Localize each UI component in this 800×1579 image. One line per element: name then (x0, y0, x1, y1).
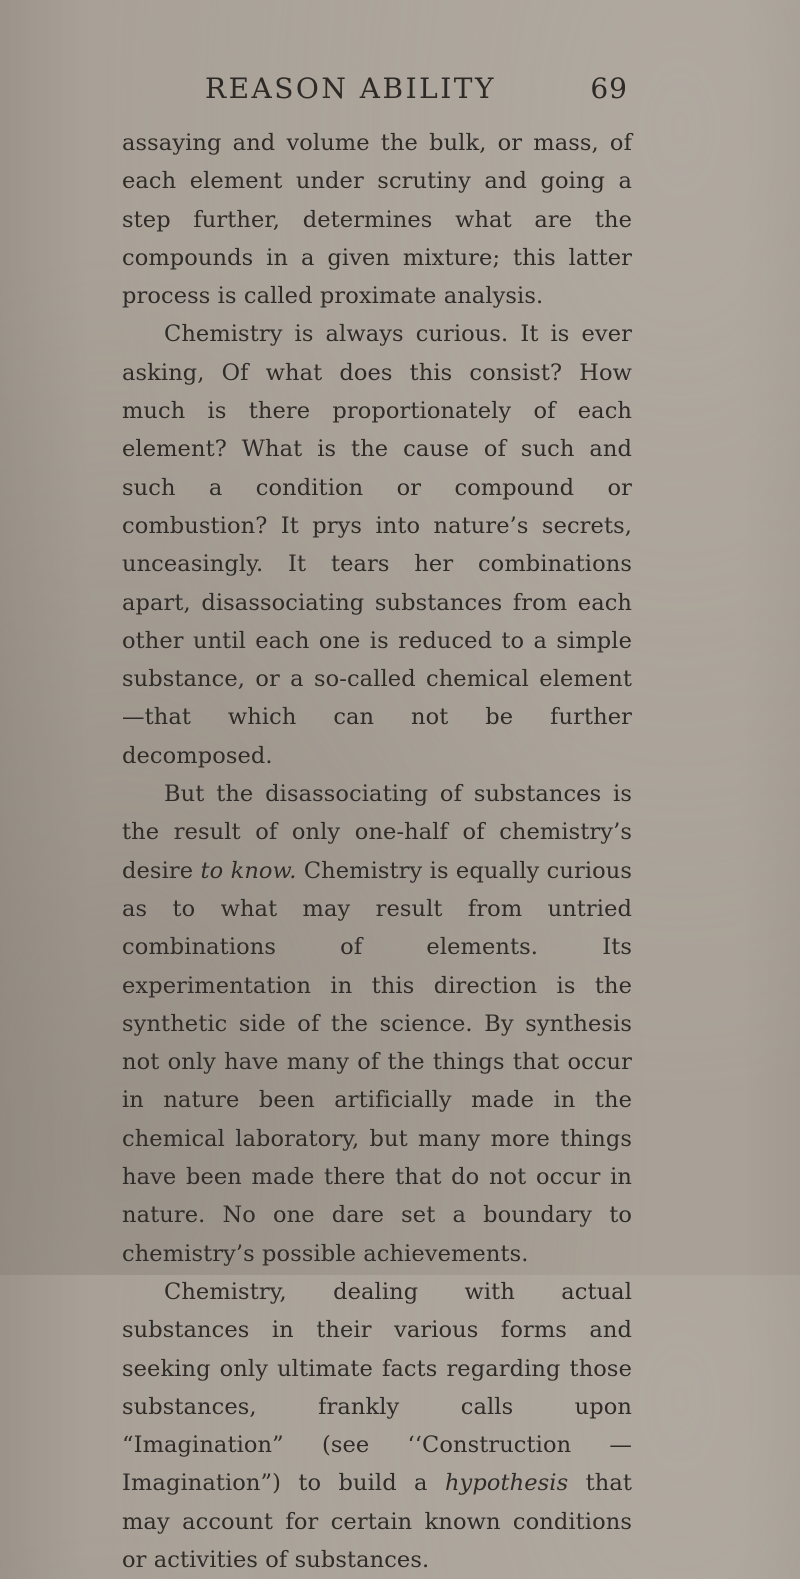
emphasis-text: to know. (200, 857, 297, 884)
running-header (205, 72, 628, 108)
paragraph-text: that may account for certain known conditions or activities of substances. (122, 1470, 632, 1573)
paragraph-text: Chemistry is always curious. It is ever asking, Of what does this consist? How much is there proportionately of each element? What is the cause of such and such a condition or compound or combustion? It prys into nature’s secrets, unceasingly. It tears her combinations apart, disassociating substances from each other until each one is reduced to a simple substance, or a so-called chemical element—that which can not be further decomposed. (122, 321, 632, 769)
running-title: REASON ABILITY (205, 72, 496, 105)
paragraph-text: But the disassociating of substances is the result of only one-half of chemistry’s desire (122, 781, 632, 884)
paragraph-text: assaying and volume the bulk, or mass, of each element under scrutiny and going a step further, determines what are the compounds in a given mixture; this latter process is called proximate analysis. (122, 130, 632, 310)
paragraph-text: Chemistry is equally curious as to what may result from untried combinations of elements. Its experimentation in this direction is the synthetic side of the science. By synthesis not only have many of the things that occur in nature been artificially made in the chemical laboratory, but many more things have been made there that do not occur in nature. No one dare set a boundary to chemistry’s possible achievements. (122, 857, 633, 1267)
paragraph-2 (122, 315, 632, 775)
paragraph-1 (122, 124, 632, 315)
body-text (122, 124, 632, 1579)
paragraph-text: Chemistry, dealing with actual substances in their various forms and seeking only ultimate facts regarding those substances, frankly calls upon “Imagination” (see ‘‘Construction — Imagination”) to build a (122, 1278, 632, 1497)
page-number: 69 (590, 72, 628, 105)
emphasis-text: hypothesis (444, 1470, 569, 1497)
paragraph-4 (122, 1273, 632, 1579)
paragraph-3 (122, 775, 632, 1273)
